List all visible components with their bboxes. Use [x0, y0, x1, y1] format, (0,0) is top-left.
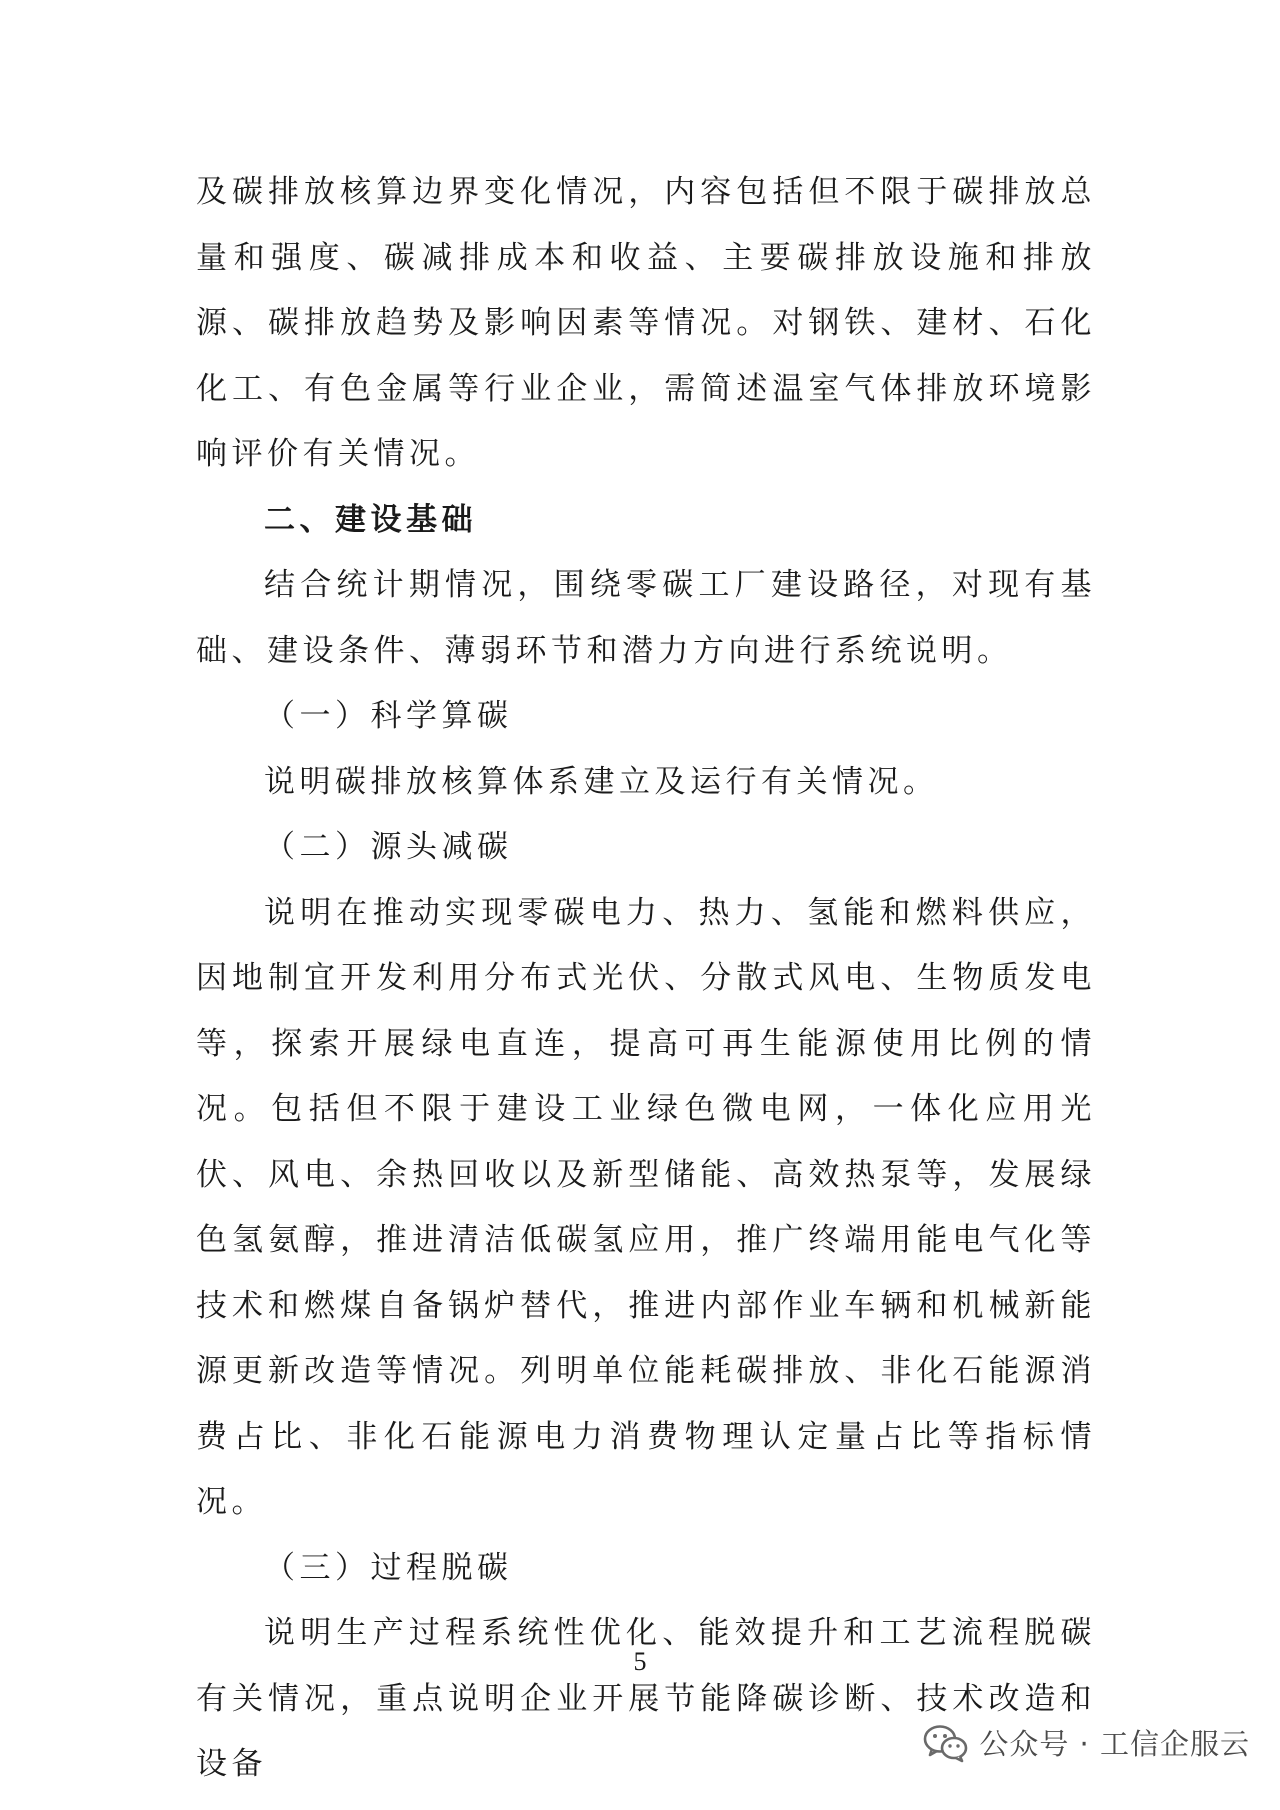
paragraph-continuation: 及碳排放核算边界变化情况，内容包括但不限于碳排放总量和强度、碳减排成本和收益、主要碳排放设施和排放源、碳排放趋势及影响因素等情况。对钢铁、建材、石化化工、有色金属等行业企业，需简述温室气体排放环境影响评价有关情况。 [196, 174, 1096, 472]
paragraph-source-reduction: 说明在推动实现零碳电力、热力、氢能和燃料供应，因地制宜开发利用分布式光伏、分散式风电、生物质发电等，探索开展绿电直连，提高可再生能源使用比例的情况。包括但不限于建设工业绿色微电网，一体化应用光伏、风电、余热回收以及新型储能、高效热泵等，发展绿色氢氨醇，推进清洁低碳氢应用，推广终端用能电气化等技术和燃煤自备锅炉替代，推进内部作业车辆和机械新能源更新改造等情况。列明单位能耗碳排放、非化石能源消费占比、非化石能源电力消费物理认定量占比等指标情况。 [196, 894, 1096, 1520]
subheading-scientific-carbon-accounting: （一）科学算碳 [264, 698, 513, 734]
watermark-text: 公众号 · 工信企服云 [979, 1727, 1250, 1761]
section-heading-construction-basis: 二、建设基础 [264, 501, 477, 538]
page-number: 5 [633, 1647, 647, 1676]
wechat-icon [923, 1723, 969, 1763]
watermark [923, 1722, 1250, 1763]
paragraph-process-decarbonization: 说明生产过程系统性优化、能效提升和工艺流程脱碳有关情况，重点说明企业开展节能降碳诊断、技术改造和设备 [196, 1615, 1096, 1782]
subheading-process-decarbonization: （三）过程脱碳 [264, 1549, 513, 1586]
paragraph-carbon-accounting: 说明碳排放核算体系建立及运行有关情况。 [264, 763, 939, 800]
subheading-source-carbon-reduction: （二）源头减碳 [264, 829, 513, 865]
paragraph-construction-basis: 结合统计期情况，围绕零碳工厂建设路径，对现有基础、建设条件、薄弱环节和潜力方向进行系统说明。 [196, 567, 1096, 669]
document-body [196, 160, 1096, 1798]
